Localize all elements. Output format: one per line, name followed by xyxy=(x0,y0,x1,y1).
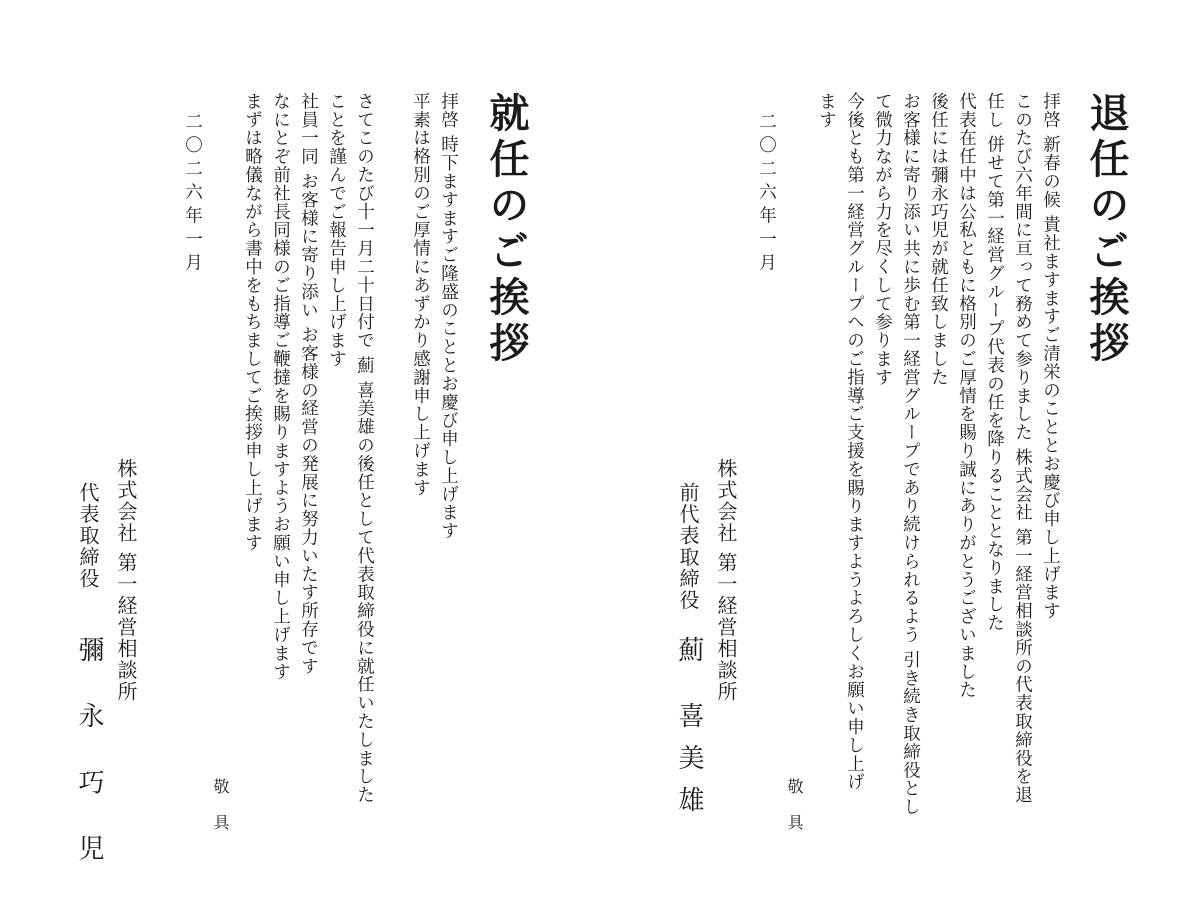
inauguration-body-line-4: ことを謹んでご報告申し上げます xyxy=(326,92,347,368)
inauguration-body-line-3: さてこのたび十一月二十日付で 薊 喜美雄の後任として代表取締役に就任いたしました xyxy=(354,92,375,805)
retirement-closing: 敬具 xyxy=(785,778,804,850)
retirement-body-line-2: このたび六年間に亘って務めて参りました 株式会社 第一経営相談所の代表取締役を退 xyxy=(1012,92,1033,805)
retirement-body-line-1: 拝啓 新春の候 貴社ますますご清栄のこととお慶び申し上げます xyxy=(1040,92,1061,621)
inauguration-closing: 敬具 xyxy=(211,778,230,850)
retirement-body-line-7: て微力ながら力を尽くして参ります xyxy=(872,92,893,387)
inauguration-date: 二〇二六年一月 xyxy=(182,112,203,277)
inauguration-title: 就任のご挨拶 xyxy=(483,92,530,368)
retirement-person-title: 前代表取締役 xyxy=(676,482,700,611)
retirement-date: 二〇二六年一月 xyxy=(756,112,777,277)
inauguration-company-name: 株式会社 第一経営相談所 xyxy=(114,458,138,703)
inauguration-body-line-2: 平素は格別のご厚情にあずかり感謝申し上げます xyxy=(410,92,431,497)
inauguration-body-line-7: まずは略儀ながら書中をもちましてご挨拶申し上げます xyxy=(242,92,263,552)
retirement-body-line-5: 後任には彌永巧児が就任致しました xyxy=(928,92,949,387)
retirement-body-line-3: 任し 併せて第一経営グループ代表の任を降りることとなりました xyxy=(984,92,1005,633)
inauguration-body-line-6: なにとぞ前社長同様のご指導ご鞭撻を賜りますようお願い申し上げます xyxy=(270,92,291,681)
retirement-title: 退任のご挨拶 xyxy=(1083,92,1130,368)
retirement-person-name: 薊 喜美雄 xyxy=(674,636,704,829)
retirement-body-line-8: 今後とも第一経営グループへのご指導ご支援を賜りますようよろしくお願い申し上げ xyxy=(844,92,865,792)
retirement-body-line-9: ます xyxy=(816,92,837,129)
retirement-body-line-4: 代表在任中は公私ともに格別のご厚情を賜り誠にありがとうございました xyxy=(956,92,977,700)
inauguration-body-line-5: 社員一同 お客様に寄り添い お客様の経営の発展に努力いたす所存です xyxy=(298,92,319,676)
inauguration-person-title: 代表取締役 xyxy=(76,482,100,590)
retirement-company-name: 株式会社 第一経営相談所 xyxy=(714,458,738,703)
retirement-body-line-6: お客様に寄り添い共に歩む第一経営グループであり続けられるよう 引き続き取締役とし xyxy=(900,92,921,817)
inauguration-body-line-1: 拝啓 時下ますますご隆盛のこととお慶び申し上げます xyxy=(438,92,459,541)
inauguration-person-name: 彌 永 巧 児 xyxy=(74,636,104,877)
